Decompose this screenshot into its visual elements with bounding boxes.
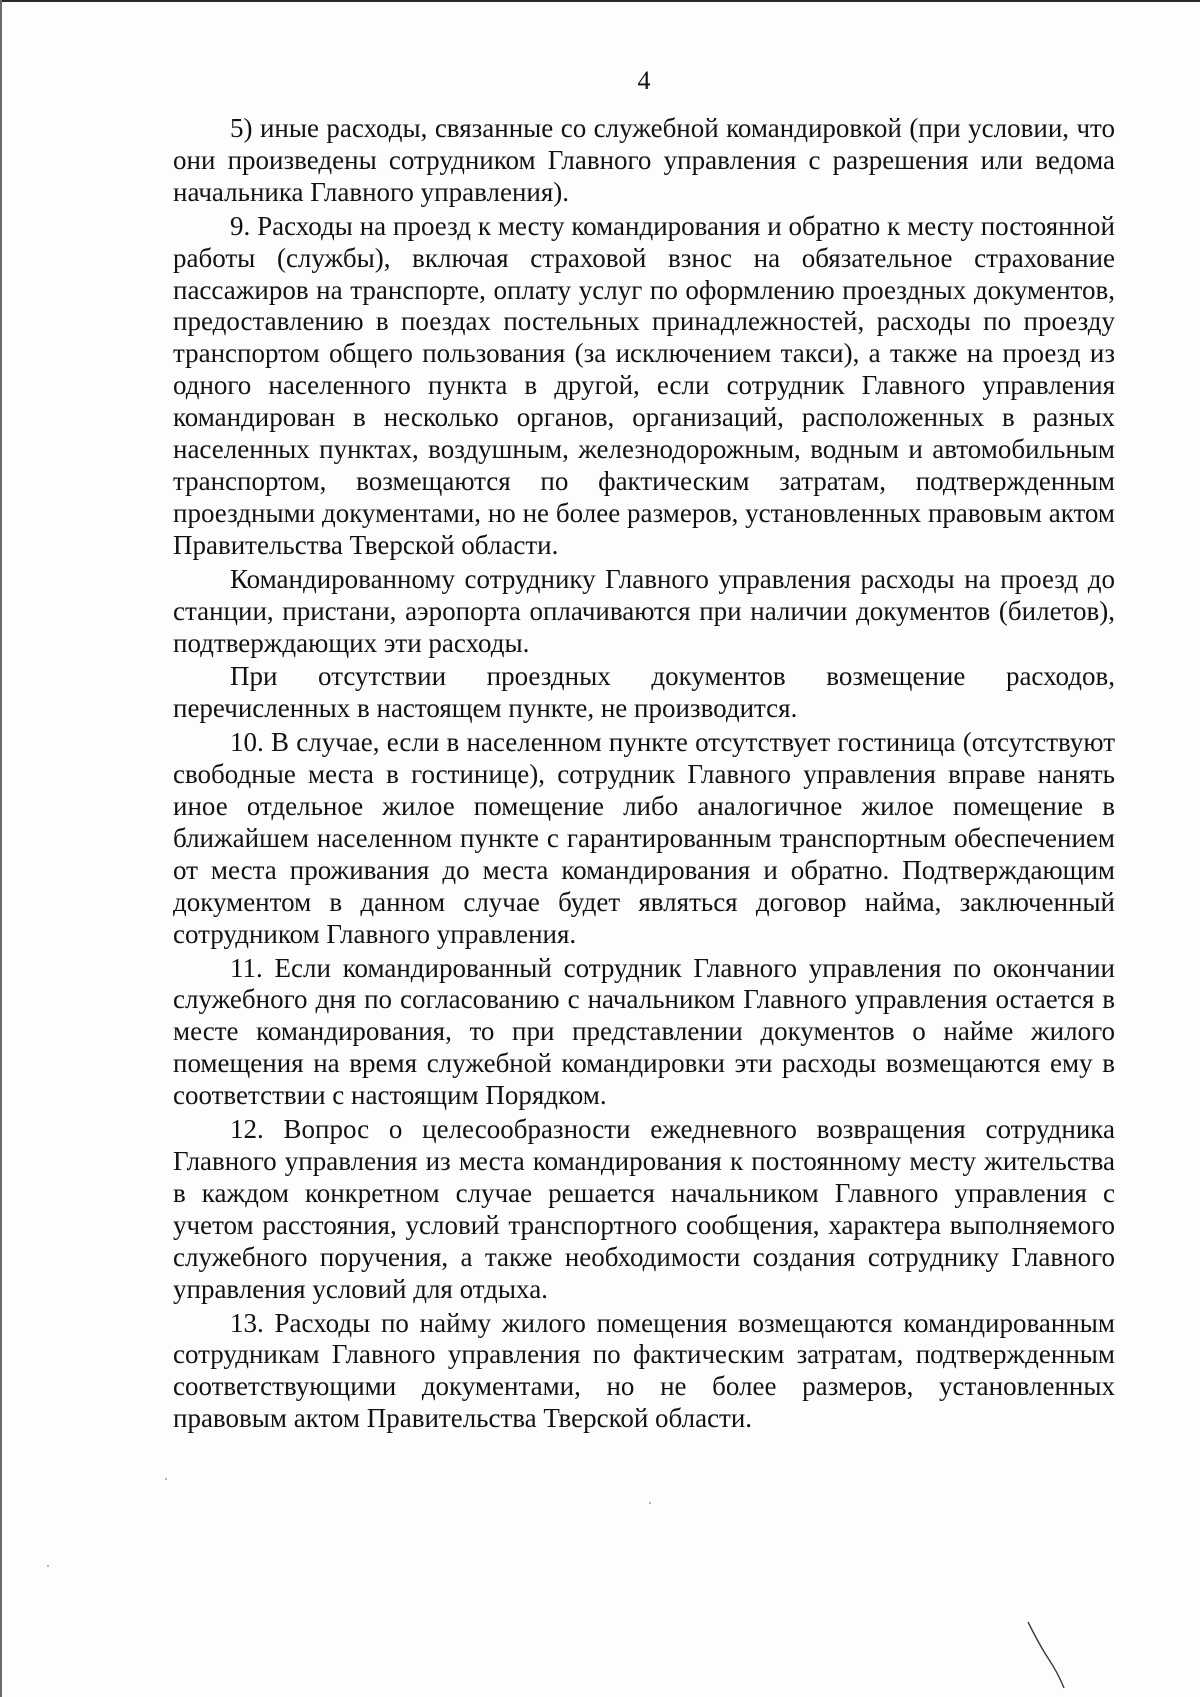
paragraph-clause-9-station: Командированному сотруднику Главного управления расходы на проезд до станции, пристани, аэропорта оплачиваются при наличии документов (билетов), подтверждающих эти расходы. [173, 563, 1115, 658]
paragraph-clause-10: 10. В случае, если в населенном пункте отсутствует гостиница (отсутствуют свободные места в гостинице), сотрудник Главного управления вправе нанять иное отдельное жилое помещение либо аналогичное жилое помещение в ближайшем населенном пункте с гарантированным транспортным обеспечением от места проживания до места командирования и обратно. Подтверждающим документом в данном случае будет являться договор найма, заключенный сотрудником Главного управления. [173, 727, 1115, 949]
page-number: 4 [637, 66, 651, 95]
scan-speck [165, 1478, 167, 1480]
paragraph-clause-11: 11. Если командированный сотрудник Главного управления по окончании служебного дня по согласованию с начальником Главного управления остается в месте командирования, то при представлении документов о найме жилого помещения на время служебной командировки эти расходы возмещаются ему в соответствии с настоящим Порядком. [173, 952, 1115, 1111]
paragraph-clause-9-no-documents: При отсутствии проездных документов возмещение расходов, перечисленных в настоящем пункте, не производится. [173, 661, 1115, 724]
scan-speck [47, 1565, 49, 1567]
paragraph-item-5: 5) иные расходы, связанные со служебной командировкой (при условии, что они произведены сотрудником Главного управления с разрешения или ведома начальника Главного управления). [173, 113, 1115, 207]
document-body [173, 113, 1115, 1435]
paragraph-clause-13: 13. Расходы по найму жилого помещения возмещаются командированным сотрудникам Главного управления по фактическим затратам, подтвержденным соответствующими документами, но не более размеров, установленных правовым актом Правительства Тверской области. [173, 1307, 1115, 1434]
paragraph-clause-12: 12. Вопрос о целесообразности ежедневного возвращения сотрудника Главного управления из места командирования к постоянному месту жительства в каждом конкретном случае решается начальником Главного управления с учетом расстояния, условий транспортного сообщения, характера выполняемого служебного поручения, а также необходимости создания сотруднику Главного управления условий для отдыха. [173, 1114, 1115, 1304]
paragraph-clause-9: 9. Расходы на проезд к месту командирования и обратно к месту постоянной работы (службы), включая страховой взнос на обязательное страхование пассажиров на транспорте, оплату услуг по оформлению проездных документов, предоставлению в поездах постельных принадлежностей, расходы по проезду транспортом общего пользования (за исключением такси), а также на проезд из одного населенного пункта в другой, если сотрудник Главного управления командирован в несколько органов, организаций, расположенных в разных населенных пунктах, воздушным, железнодорожным, водным и автомобильным транспортом, возмещаются по фактическим затратам, подтвержденным проездными документами, но не более размеров, установленных правовым актом Правительства Тверской области. [173, 210, 1115, 560]
scan-speck [649, 1502, 651, 1504]
scan-edge-top [0, 0, 1200, 2]
scan-edge-left [0, 0, 2, 1697]
pen-mark-icon [1026, 1620, 1066, 1690]
